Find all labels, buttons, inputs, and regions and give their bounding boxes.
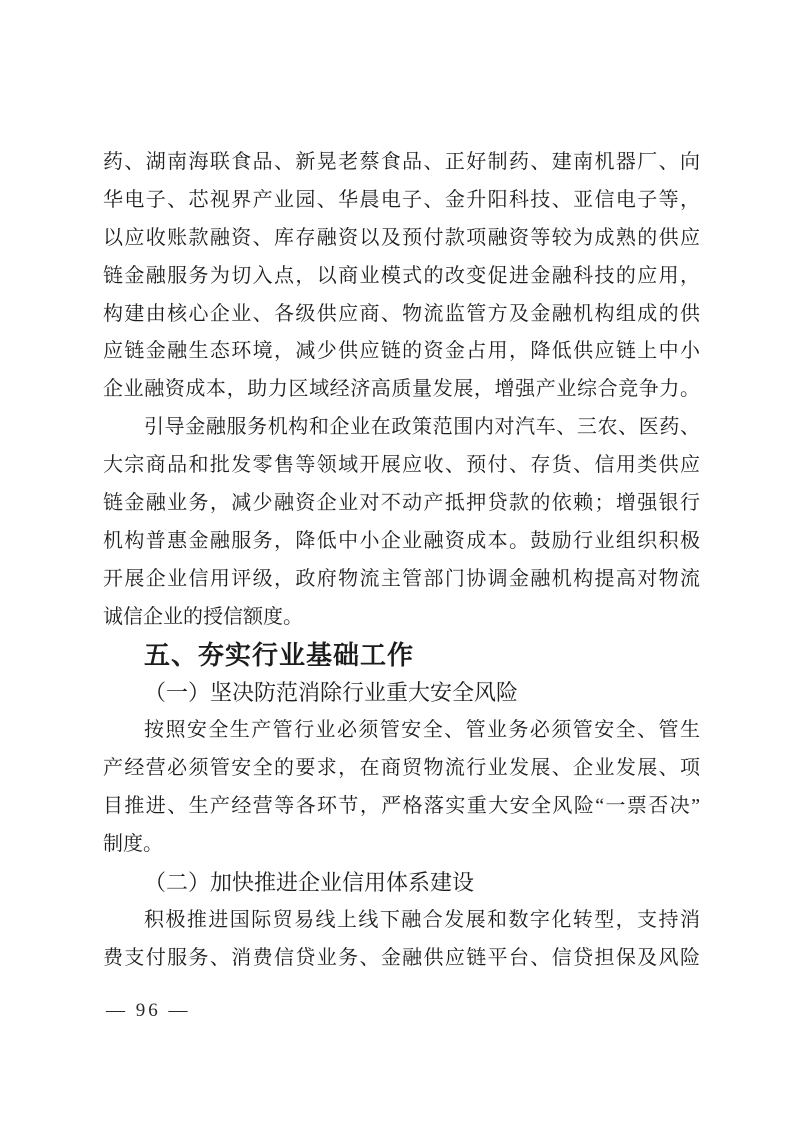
body-line: 目推进、生产经营等各环节，严格落实重大安全风险“一票否决” bbox=[103, 795, 700, 818]
body-line: 开展企业信用评级，政府物流主管部门协调金融机构提高对物流 bbox=[103, 567, 700, 590]
text-block bbox=[103, 144, 700, 978]
body-line: 积极推进国际贸易线上线下融合发展和数字化转型，支持消 bbox=[144, 908, 700, 931]
section-heading: 五、夯实行业基础工作 bbox=[144, 639, 415, 670]
body-line: 按照安全生产管行业必须管安全、管业务必须管安全、管生 bbox=[144, 719, 700, 742]
body-line: 以应收账款融资、库存融资以及预付款项融资等较为成熟的供应 bbox=[103, 226, 700, 249]
body-line: 链金融业务，减少融资企业对不动产抵押贷款的依赖；增强银行 bbox=[103, 492, 700, 515]
body-line: 企业融资成本，助力区域经济高质量发展，增强产业综合竞争力。 bbox=[103, 378, 700, 401]
body-line: 药、湖南海联食品、新晃老蔡食品、正好制药、建南机器厂、向 bbox=[103, 151, 700, 173]
body-line: 诚信企业的授信额度。 bbox=[103, 605, 303, 628]
body-line: 产经营必须管安全的要求，在商贸物流行业发展、企业发展、项 bbox=[103, 757, 700, 780]
body-line: 机构普惠金融服务，降低中小企业融资成本。鼓励行业组织积极 bbox=[103, 529, 700, 552]
body-line: 费支付服务、消费信贷业务、金融供应链平台、信贷担保及风险 bbox=[103, 946, 700, 969]
body-line: 链金融服务为切入点，以商业模式的改变促进金融科技的应用， bbox=[103, 264, 700, 287]
page-number: — 96 — bbox=[106, 1000, 191, 1021]
body-line: 应链金融生态环境，减少供应链的资金占用，降低供应链上中小 bbox=[103, 340, 700, 363]
body-line: 大宗商品和批发零售等领域开展应收、预付、存货、信用类供应 bbox=[103, 454, 700, 477]
body-line: 制度。 bbox=[103, 833, 163, 856]
subsection-heading: （二）加快推进企业信用体系建设 bbox=[144, 869, 475, 895]
body-line: 引导金融服务机构和企业在政策范围内对汽车、三农、医药、 bbox=[144, 416, 700, 439]
body-line: 构建由核心企业、各级供应商、物流监管方及金融机构组成的供 bbox=[103, 302, 700, 325]
body-line: 华电子、芯视界产业园、华晨电子、金升阳科技、亚信电子等， bbox=[103, 188, 700, 211]
subsection-heading: （一）坚决防范消除行业重大安全风险 bbox=[144, 680, 519, 706]
